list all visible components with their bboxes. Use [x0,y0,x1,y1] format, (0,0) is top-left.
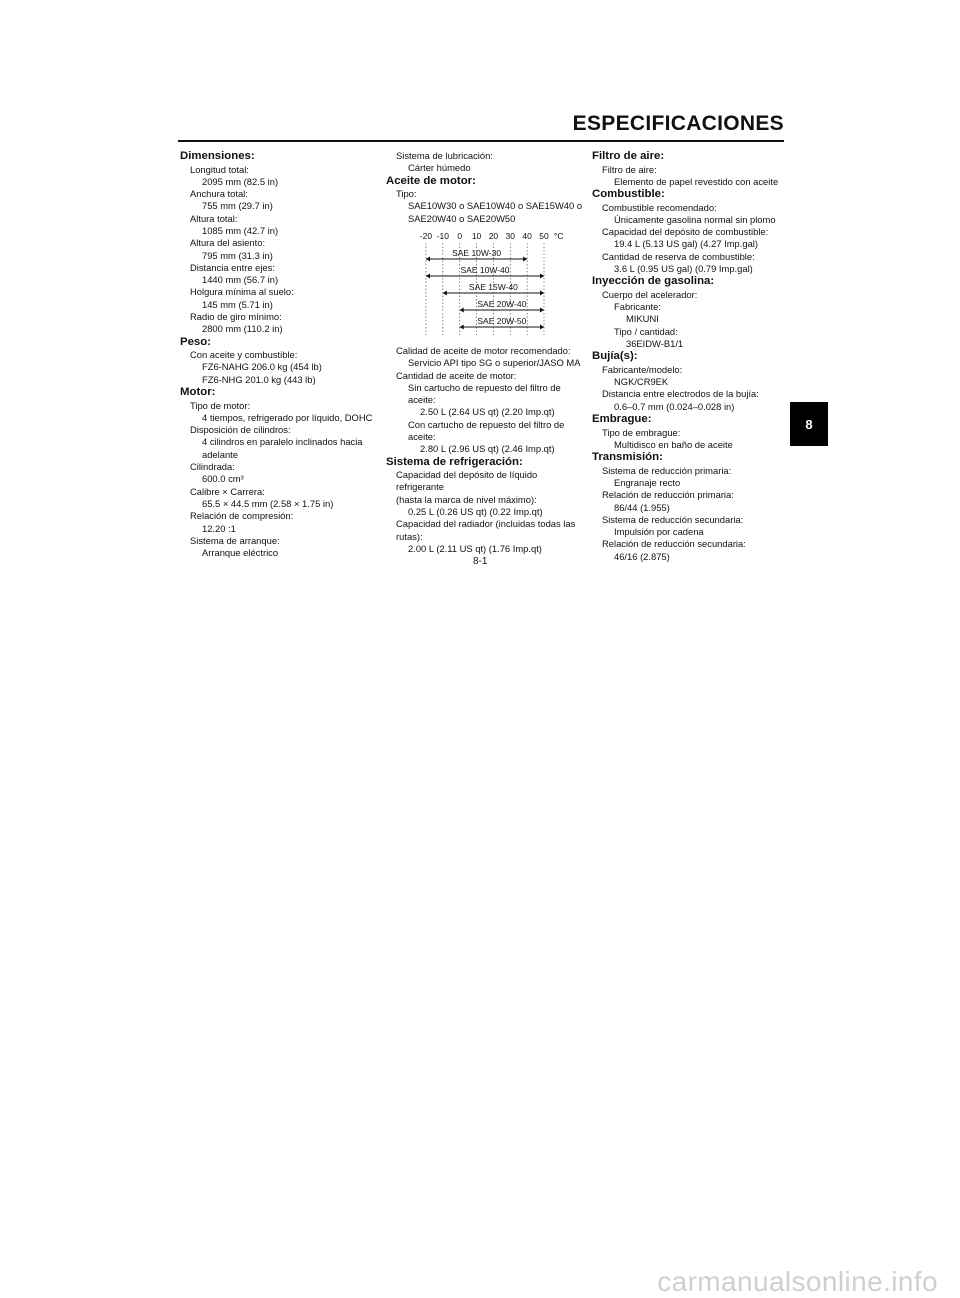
spec-label: Fabricante/modelo: [602,363,683,375]
spec-value: 2.80 L (2.96 US qt) (2.46 Imp.qt) [420,443,555,455]
spec-label: Calibre × Carrera: [190,485,265,497]
spec-value: 4 tiempos, refrigerado por líquido, DOHC [202,411,373,423]
grade-label: SAE 10W-40 [460,264,510,275]
heading-combustible: Combustible: [592,188,665,201]
heading-refrigeracion: Sistema de refrigeración: [386,455,523,468]
spec-label: Disposición de cilindros: [190,424,291,436]
column-3 [592,150,792,563]
spec-value: SAE10W30 o SAE10W40 o SAE15W40 o [408,200,583,212]
spec-label: Con cartucho de repuesto del filtro de [408,418,565,430]
watermark-text: carmanualsonline.info [657,1266,938,1297]
spec-label: Capacidad del radiador (incluidas todas las [396,518,576,530]
spec-value: Servicio API tipo SG o superior/JASO MA [408,357,581,369]
spec-value: 36EIDW-B1/1 [626,338,684,350]
spec-value: Impulsión por cadena [614,526,704,538]
grade-label: SAE 10W-30 [452,247,502,258]
spec-label: Combustible recomendado: [602,201,717,213]
spec-value: MIKUNI [626,313,659,325]
spec-value: NGK/CR9EK [614,376,669,388]
spec-value: 19.4 L (5.13 US gal) (4.27 Imp.gal) [614,238,758,250]
temp-tick-label: 10 [471,230,482,241]
grade-arrow-left [460,324,464,329]
spec-value: Multidisco en baño de aceite [614,438,733,450]
spec-label: (hasta la marca de nivel máximo): [396,493,537,505]
spec-value: 2.00 L (2.11 US qt) (1.76 Imp.qt) [408,542,542,554]
spec-label: Longitud total: [190,163,249,175]
grade-arrow-left [443,290,447,295]
spec-label: Tipo: [396,188,417,200]
spec-value: FZ6-NHG 201.0 kg (443 lb) [202,373,316,385]
oil-viscosity-chart [394,229,584,339]
spec-label: Radio de giro mínimo: [190,311,282,323]
section-tab: 8 [790,402,828,446]
spec-value: 1440 mm (56.7 in) [202,274,279,286]
grade-arrow-left [426,256,430,261]
spec-label: Sistema de lubricación: [396,150,493,161]
spec-label: rutas): [396,530,423,542]
spec-value: SAE20W40 o SAE20W50 [408,212,516,224]
column-2 [386,150,586,555]
spec-label: aceite: [408,394,436,406]
grade-arrow-right [540,324,544,329]
spec-label: Tipo / cantidad: [614,325,678,337]
spec-value: Engranaje recto [614,476,681,488]
spec-label: Cuerpo del acelerador: [602,288,698,300]
grade-label: SAE 20W-50 [477,315,527,326]
spec-label: Altura del asiento: [190,237,266,249]
temp-tick-label: 50 [539,230,549,241]
heading-peso: Peso: [180,335,212,348]
heading-inyeccion: Inyección de gasolina: [592,275,715,288]
page-number: 8-1 [473,556,488,567]
spec-label: Sistema de reducción secundaria: [602,513,744,525]
spec-label: Cantidad de aceite de motor: [396,369,517,381]
spec-label: Filtro de aire: [602,163,657,175]
spec-value: 600.0 cm³ [202,473,244,485]
heading-motor: Motor: [180,386,216,399]
spec-label: Anchura total: [190,188,248,200]
spec-value: Arranque eléctrico [202,547,279,559]
page-title: ESPECIFICACIONES [572,112,784,135]
spec-label: Fabricante: [614,301,661,313]
grade-arrow-right [523,256,527,261]
temp-unit-label: °C [554,230,564,241]
spec-value: Elemento de papel revestido con aceite [614,175,779,187]
grade-arrow-right [540,307,544,312]
spec-label: Distancia entre electrodos de la bujía: [602,388,759,400]
spec-value: 2800 mm (110.2 in) [202,323,283,335]
spec-value: 4 cilindros en paralelo inclinados hacia [202,436,363,448]
spec-label: Cantidad de reserva de combustible: [602,250,755,262]
spec-value: 0.25 L (0.26 US qt) (0.22 Imp.qt) [408,506,543,518]
grade-arrow-right [540,290,544,295]
spec-label: Sin cartucho de repuesto del filtro de [408,381,561,393]
spec-label: Distancia entre ejes: [190,261,275,273]
spec-value: 145 mm (5.71 in) [202,298,273,310]
spec-label: Capacidad del depósito de combustible: [602,226,769,238]
spec-label: Relación de compresión: [190,510,294,522]
grade-arrow-right [540,273,544,278]
spec-label: Sistema de arranque: [190,534,280,546]
spec-label: Holgura mínima al suelo: [190,286,294,298]
heading-transmision: Transmisión: [592,451,663,464]
temp-tick-label: 20 [488,230,499,241]
spec-value: 2095 mm (82.5 in) [202,175,279,187]
spec-value: FZ6-NAHG 206.0 kg (454 lb) [202,361,322,373]
spec-value: 0.6–0.7 mm (0.024–0.028 in) [614,400,735,412]
heading-dimensiones: Dimensiones: [180,150,255,162]
footer [0,630,960,1297]
spec-label: Capacidad del depósito de líquido refrigerante [396,469,538,493]
spec-label: Calidad de aceite de motor recomendado: [396,344,571,356]
spec-value: 65.5 × 44.5 mm (2.58 × 1.75 in) [202,497,334,509]
spec-value: 86/44 (1.955) [614,501,670,513]
heading-bujia: Bujía(s): [592,350,638,363]
spec-label: Cilindrada: [190,461,235,473]
title-rule [178,140,784,142]
grade-label: SAE 15W-40 [468,281,518,292]
spec-value: Únicamente gasolina normal sin plomo [614,213,776,225]
spec-value: 2.50 L (2.64 US qt) (2.20 Imp.qt) [420,406,555,418]
grade-arrow-left [460,307,464,312]
grade-label: SAE 20W-40 [477,298,527,309]
spec-label: Tipo de embrague: [602,426,681,438]
spec-value: adelante [202,448,238,460]
spec-value: 1085 mm (42.7 in) [202,224,279,236]
spec-value: 755 mm (29.7 in) [202,200,273,212]
temp-tick-label: 40 [522,230,532,241]
heading-aceite: Aceite de motor: [386,174,476,187]
heading-filtro: Filtro de aire: [592,150,665,162]
spec-label: Relación de reducción primaria: [602,489,734,501]
heading-embrague: Embrague: [592,413,652,426]
spec-value: Cárter húmedo [408,162,471,174]
spec-value: 795 mm (31.3 in) [202,249,273,261]
spec-value: 46/16 (2.875) [614,550,670,562]
spec-label: Tipo de motor: [190,399,251,411]
spec-value: 3.6 L (0.95 US gal) (0.79 Imp.gal) [614,263,753,275]
grade-arrow-left [426,273,430,278]
temp-tick-label: -20 [419,230,433,241]
temp-tick-label: 0 [457,230,463,241]
spec-label: Sistema de reducción primaria: [602,464,732,476]
spec-label: Altura total: [190,212,238,224]
spec-label: aceite: [408,431,436,443]
spec-label: Con aceite y combustible: [190,349,298,361]
column-1 [180,150,380,559]
spec-value: 12.20 :1 [202,522,236,534]
temp-tick-label: -10 [436,230,450,241]
temp-tick-label: 30 [505,230,516,241]
spec-label: Relación de reducción secundaria: [602,538,746,550]
